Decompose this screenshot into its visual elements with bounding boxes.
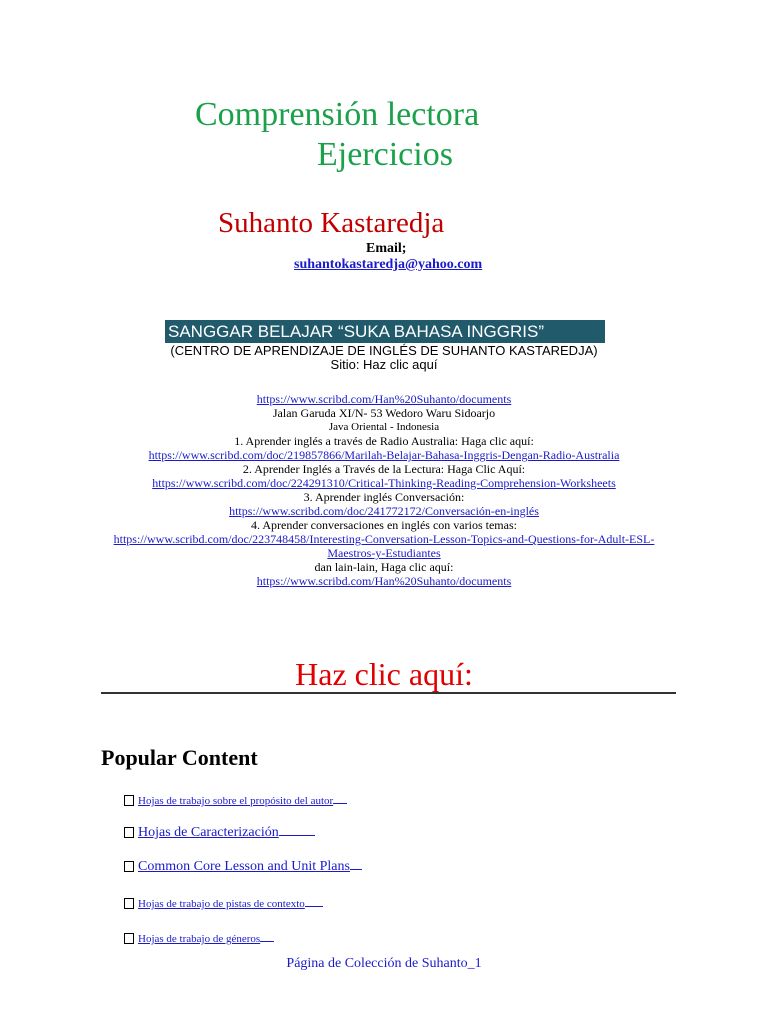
region: Java Oriental - Indonesia — [328, 421, 440, 433]
list-item[interactable] — [124, 929, 274, 947]
item-1-link[interactable]: https://www.scribd.com/doc/219857866/Marilah-Belajar-Bahasa-Inggris-Dengan-Radio-Australia — [148, 448, 620, 462]
popular-link-5[interactable]: Hojas de trabajo de géneros — [138, 933, 261, 945]
popular-link-2[interactable]: Hojas de Caracterización — [138, 825, 279, 840]
item-3-link[interactable]: https://www.scribd.com/doc/241772172/Conversación-en-inglés — [229, 504, 539, 518]
site-label[interactable]: Sitio: Haz clic aquí — [330, 357, 438, 372]
email-label: Email; — [366, 241, 407, 256]
checkbox-icon — [124, 795, 134, 806]
popular-link-4[interactable]: Hojas de trabajo de pistas de contexto — [138, 898, 305, 910]
item-2-text: 2. Aprender Inglés a Través de la Lectura: Haga Clic Aquí: — [242, 462, 526, 476]
item-2-link[interactable]: https://www.scribd.com/doc/224291310/Critical-Thinking-Reading-Comprehension-Worksheets — [152, 476, 616, 490]
item-3-text: 3. Aprender inglés Conversación: — [303, 490, 465, 504]
others-text: dan lain-lain, Haga clic aquí: — [314, 560, 454, 574]
checkbox-icon — [124, 898, 134, 909]
checkbox-icon — [124, 827, 134, 838]
banner: SANGGAR BELAJAR “SUKA BAHASA INGGRIS” — [165, 320, 605, 343]
documents-link-2[interactable]: https://www.scribd.com/Han%20Suhanto/documents — [256, 574, 512, 588]
list-item[interactable] — [124, 894, 323, 912]
popular-heading: Popular Content — [101, 745, 258, 770]
item-4-link-part2[interactable]: Maestros-y-Estudiantes — [327, 546, 441, 560]
item-4-text: 4. Aprender conversaciones en inglés con varios temas: — [251, 518, 517, 532]
checkbox-icon — [124, 933, 134, 944]
page-footer: Página de Colección de Suhanto_1 — [286, 956, 482, 971]
item-1-text: 1. Aprender inglés a través de Radio Australia: Haga clic aquí: — [234, 434, 534, 448]
checkbox-icon — [124, 861, 134, 872]
clic-heading[interactable]: Haz clic aquí: — [295, 656, 473, 692]
popular-link-1[interactable]: Hojas de trabajo sobre el propósito del autor — [138, 795, 334, 807]
email-link[interactable]: suhantokastaredja@yahoo.com — [294, 257, 483, 272]
title-line-1: Comprensión lectora — [195, 96, 480, 133]
address: Jalan Garuda XI/N- 53 Wedoro Waru Sidoarjo — [272, 406, 496, 420]
title-line-2: Ejercicios — [317, 136, 453, 173]
documents-link[interactable]: https://www.scribd.com/Han%20Suhanto/documents — [256, 392, 512, 406]
list-item[interactable] — [124, 823, 315, 841]
banner-subtitle: (CENTRO DE APRENDIZAJE DE INGLÉS DE SUHANTO KASTAREDJA) — [170, 343, 598, 358]
popular-link-3[interactable]: Common Core Lesson and Unit Plans — [138, 859, 350, 874]
divider — [101, 692, 676, 694]
author-name: Suhanto Kastaredja — [218, 207, 445, 239]
list-item[interactable] — [124, 857, 362, 875]
list-item[interactable] — [124, 791, 347, 809]
item-4-link-part1[interactable]: https://www.scribd.com/doc/223748458/Interesting-Conversation-Lesson-Topics-and-Questions-for-Adult-ESL- — [113, 532, 655, 546]
